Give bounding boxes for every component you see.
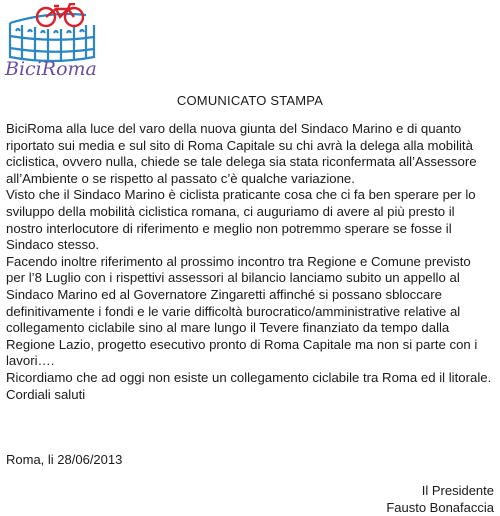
signature-name: Fausto Bonafaccia [386,500,494,515]
closing-greeting: Cordiali saluti [6,386,86,402]
press-release-body [6,121,492,403]
colosseum-bicycle-icon [2,3,104,81]
paragraph: Visto che il Sindaco Marino è ciclista praticante cosa che ci fa ben sperare per lo sviluppo della mobilità ciclistica romana, ci auguriamo di avere al più presto il nostro interlocutore di riferimento e meglio non potremmo sperare se fosse il Sindaco stesso. [6,187,476,253]
paragraph: Facendo inoltre riferimento al prossimo incontro tra Regione e Comune previsto per l’8 Luglio con i rispettivi assessori al bilancio lanciamo subito un appello al Sindaco Marino ed al Governatore Zingaretti affinché si possano sbloccare definitivamente i fondi e le varie difficoltà burocratico/amministrative relative al collegamento ciclabile sino al mare lungo il Tevere finanziato da tempo dalla Regione Lazio, progetto esecutivo pronto di Roma Capitale ma non si parte con i lavori…. [6,253,478,369]
paragraph: BiciRoma alla luce del varo della nuova giunta del Sindaco Marino e di quanto riportato sui media e sul sito di Roma Capitale su chi avrà la delega alla mobilità ciclistica, ovvero nulla, chiede se tale delega sia stata riconfermata all’Assessore all’Ambiente o se rispetto al passato c’è qualche variazione. [6,121,477,186]
signature-block [386,482,494,516]
date-line: Roma, li 28/06/2013 [6,452,123,467]
svg-text:BiciRoma: BiciRoma [5,58,97,80]
paragraph: Ricordiamo che ad oggi non esiste un collegamento ciclabile tra Roma ed il litorale. [6,369,492,385]
signature-role: Il Presidente [421,483,494,498]
document-heading: COMUNICATO STAMPA [176,93,324,108]
biciroma-logo [2,3,104,81]
